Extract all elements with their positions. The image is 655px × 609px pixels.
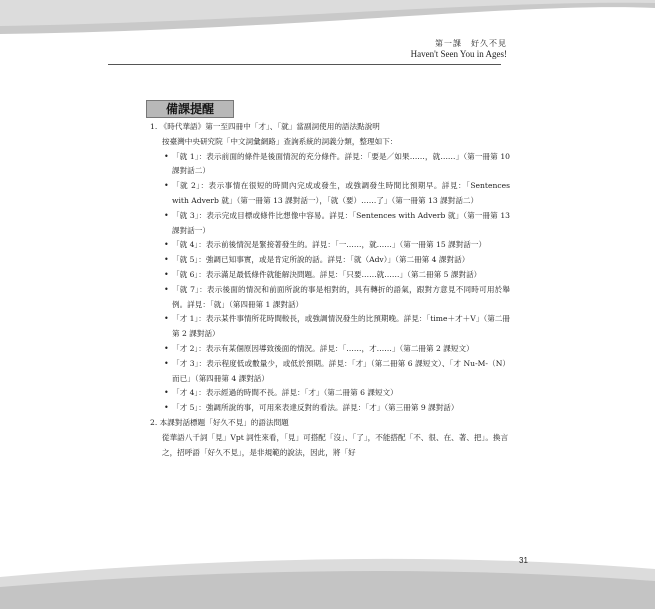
header-subtitle: Haven't Seen You in Ages! [410,49,507,59]
grammar-point: • 「就 6」：表示滿足最低條件就能解決問題。詳見：「只要……就……」（第二冊第 5 課對話） [164,268,510,283]
grammar-point: • 「就 3」：表示完成目標或條件比想像中容易。詳見：「Sentences with Adverb 就」（第一冊第 13 課對話一） [164,209,510,239]
header-chapter: 第一課 好久不見 [435,39,507,48]
item-2-title [150,416,510,431]
bottom-wave-decoration [0,547,655,609]
item-1-number: 1. [150,122,158,131]
grammar-point: • 「才 5」：強調所說的事，可用來表達反對的看法。詳見：「才」（第三冊第 9 課對話） [164,401,510,416]
grammar-point: • 「就 2」：表示事情在很短的時間內完成或發生，或強調發生時間比預期早。詳見：「Sentences with Adverb 就」（第一冊第 13 課對話一），「就（要）……了」（第一冊第 13 課對話二） [164,179,510,209]
page-number: 31 [519,556,528,565]
grammar-point: • 「才 1」：表示某件事情所花時間較長，或強調情況發生的比預期晚。詳見：「time＋才＋V」（第二冊第 2 課對話） [164,312,510,342]
grammar-point: • 「就 4」：表示前後情況是緊接著發生的。詳見：「一……，就……」（第一冊第 15 課對話一） [164,238,510,253]
grammar-point: • 「就 5」：強調已知事實，或是肯定所說的話。詳見：「就（Adv）」（第二冊第 4 課對話） [164,253,510,268]
page-content [150,120,510,460]
grammar-point: • 「才 3」：表示程度低或數量少，或低於預期。詳見：「才」（第二冊第 6 課短文）、「才 Nu-M-（N）而已」（第四冊第 4 課對話） [164,357,510,387]
grammar-point: • 「就 1」：表示前面的條件是後面情況的充分條件。詳見：「要是／如果……，就……」（第一冊第 10 課對話二） [164,150,510,180]
item-2-body: 從華語八千詞「見」Vpt 詞性來看，「見」可搭配「沒」、「了」，不能搭配「不、很、在、著、把」。換言之，招呼語「好久不見」，是非規範的說法，因此，將「好 [162,432,509,457]
grammar-point: • 「才 2」：表示有某個原因導致後面的情況。詳見：「……，才……」（第二冊第 2 課短文） [164,342,510,357]
item-1-title-text: 《時代華語》第一至四冊中「才」、「就」當副詞使用的語法點說明 [159,122,380,131]
grammar-point: • 「才 4」：表示經過的時間不長。詳見：「才」（第二冊第 6 課短文） [164,386,510,401]
item-1-intro: 按臺灣中央研究院「中文詞彙網路」查詢系統的詞義分類，整理如下： [162,136,398,146]
section-title: 備課提醒 [146,100,234,118]
grammar-point-list [150,150,510,416]
top-wave-decoration [0,0,655,40]
item-1-title [150,120,510,135]
header-rule [108,64,501,65]
running-header [411,38,507,60]
item-2-number: 2. [150,417,158,427]
item-2-title-text: 本課對話標題「好久不見」的語法問題 [159,417,289,427]
grammar-point: • 「就 7」：表示後面的情況和前面所說的事是相對的，具有轉折的語氣，跟對方意見不同時可用於舉例。詳見：「就」（第四冊第 1 課對話） [164,283,510,313]
